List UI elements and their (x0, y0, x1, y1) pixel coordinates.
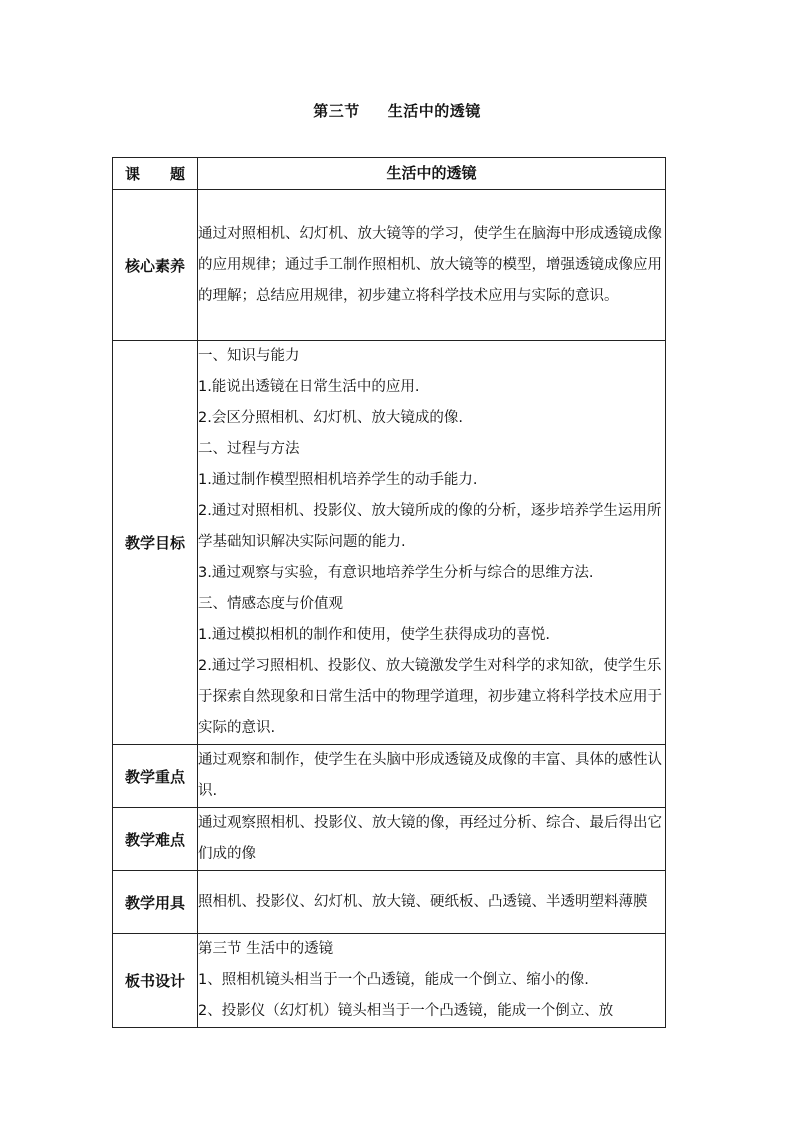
label-core: 核心素养 (113, 190, 198, 341)
goals-line: 二、过程与方法 (198, 441, 300, 457)
core-text: 通过对照相机、幻灯机、放大镜等的学习，使学生在脑海中形成透镜成像的应用规律；通过手工制作照相机、放大镜等的模型，增强透镜成像应用的理解；总结应用规律，初步建立将科学技术应用与实际的意识。 (198, 190, 666, 341)
label-topic (113, 158, 198, 190)
row-board (113, 934, 666, 1028)
row-goals (113, 341, 666, 745)
goals-line: 一、知识与能力 (198, 348, 300, 364)
label-goals: 教学目标 (113, 341, 198, 745)
board-content (198, 934, 666, 1028)
lesson-plan-table (112, 157, 666, 1028)
row-core (113, 190, 666, 341)
goals-line: 1.通过制作模型照相机培养学生的动手能力. (198, 472, 478, 488)
board-line: 2、投影仪（幻灯机）镜头相当于一个凸透镜，能成一个倒立、放 (198, 1003, 614, 1019)
label-tools: 教学用具 (113, 871, 198, 934)
goals-line: 3.通过观察与实验，有意识地培养学生分析与综合的思维方法. (198, 565, 594, 581)
tools-text: 照相机、投影仪、幻灯机、放大镜、硬纸板、凸透镜、半透明塑料薄膜 (198, 871, 666, 934)
goals-line: 1.通过模拟相机的制作和使用，使学生获得成功的喜悦. (198, 627, 550, 643)
label-difficulties: 教学难点 (113, 808, 198, 871)
goals-line: 2.会区分照相机、幻灯机、放大镜成的像. (198, 410, 463, 426)
page-title (0, 100, 794, 121)
goals-line: 1.能说出透镜在日常生活中的应用. (198, 379, 420, 395)
label-key-points: 教学重点 (113, 745, 198, 808)
key-points-text: 通过观察和制作，使学生在头脑中形成透镜及成像的丰富、具体的感性认识. (198, 745, 666, 808)
board-line: 第三节 生活中的透镜 (198, 941, 334, 957)
row-key-points (113, 745, 666, 808)
title-topic: 生活中的透镜 (387, 102, 481, 120)
row-topic (113, 158, 666, 190)
label-topic-a: 课 (124, 165, 140, 183)
row-difficulties (113, 808, 666, 871)
goals-content (198, 341, 666, 745)
goals-line: 2.通过学习照相机、投影仪、放大镜激发学生对科学的求知欲，使学生乐于探索自然现象和日常生活中的物理学道理，初步建立将科学技术应用于实际的意识. (198, 658, 662, 736)
goals-line: 三、情感态度与价值观 (198, 596, 343, 612)
label-board: 板书设计 (113, 934, 198, 1028)
topic-value: 生活中的透镜 (198, 158, 666, 190)
difficulties-text: 通过观察照相机、投影仪、放大镜的像，再经过分析、综合、最后得出它们成的像 (198, 808, 666, 871)
row-tools (113, 871, 666, 934)
goals-line: 2.通过对照相机、投影仪、放大镜所成的像的分析，逐步培养学生运用所学基础知识解决实际问题的能力. (198, 503, 662, 550)
label-topic-b: 题 (170, 165, 186, 183)
board-line: 1、照相机镜头相当于一个凸透镜，能成一个倒立、缩小的像. (198, 972, 589, 988)
title-section: 第三节 (313, 102, 360, 120)
